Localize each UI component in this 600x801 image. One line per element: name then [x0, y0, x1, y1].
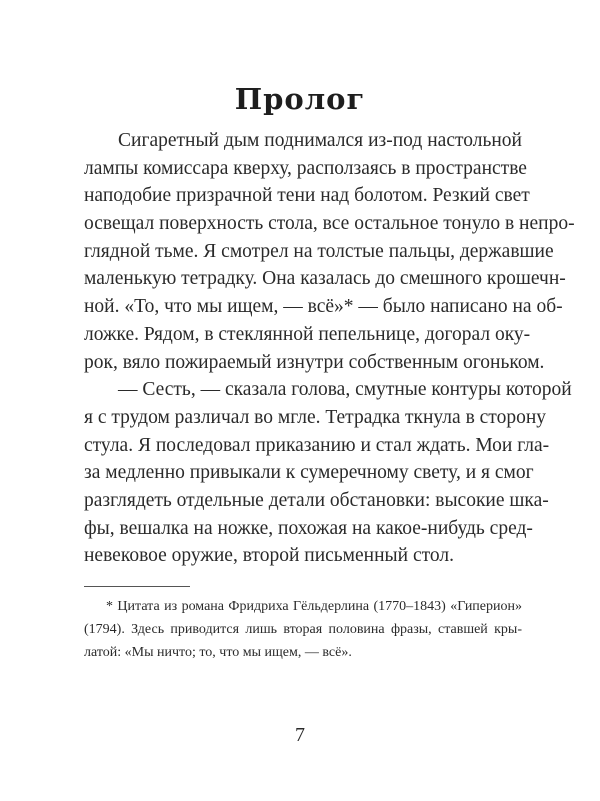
text-line: Сигаретный дым поднимался из-под настольной: [118, 130, 522, 151]
text-line: я с трудом различал во мгле. Тетрадка ткнула в сторону: [84, 406, 547, 428]
text-line: наподобие призрачной тени над болотом. Резкий свет: [84, 185, 530, 207]
text-line: фы, вешалка на ножке, похожая на какое-нибудь сред-: [84, 517, 533, 539]
text-line: рок, вяло пожираемый изнутри собственным огоньком.: [84, 351, 545, 373]
text-line: — Сесть, — сказала голова, смутные контуры которой: [118, 379, 572, 401]
footnote-line: * Цитата из романа Фридриха Гёльдерлина (1770–1843) «Гиперион»: [106, 599, 522, 614]
footnote-line: латой: «Мы ничто; то, что мы ищем, — всё».: [84, 645, 352, 660]
text-line: стула. Я последовал приказанию и стал ждать. Мои гла-: [84, 434, 550, 456]
page-number: 7: [295, 724, 305, 746]
text-line: ной. «То, что мы ищем, — всё»* — было написано на об-: [84, 296, 563, 318]
text-line: за медленно привыкали к сумеречному свету, и я смог: [84, 462, 534, 484]
footnote: [84, 595, 522, 664]
footnote-divider: [84, 586, 190, 587]
text-line: глядной тьме. Я смотрел на толстые пальцы, державшие: [84, 240, 554, 262]
text-line: разглядеть отдельные детали обстановки: высокие шка-: [84, 489, 549, 511]
footnote-line: (1794). Здесь приводится лишь вторая половина фразы, ставшей кры-: [84, 622, 522, 637]
text-line: ложке. Рядом, в стеклянной пепельнице, догорал оку-: [84, 323, 531, 345]
text-line: лампы комиссара кверху, расползаясь в пространстве: [84, 157, 527, 179]
text-line: невековое оружие, второй письменный стол.: [84, 545, 454, 567]
text-line: маленькую тетрадку. Она казалась до смешного крошечн-: [84, 268, 566, 290]
text-line: освещал поверхность стола, все остальное тонуло в непро-: [84, 213, 575, 235]
chapter-title: Пролог: [234, 82, 366, 116]
body-text: [84, 127, 575, 570]
